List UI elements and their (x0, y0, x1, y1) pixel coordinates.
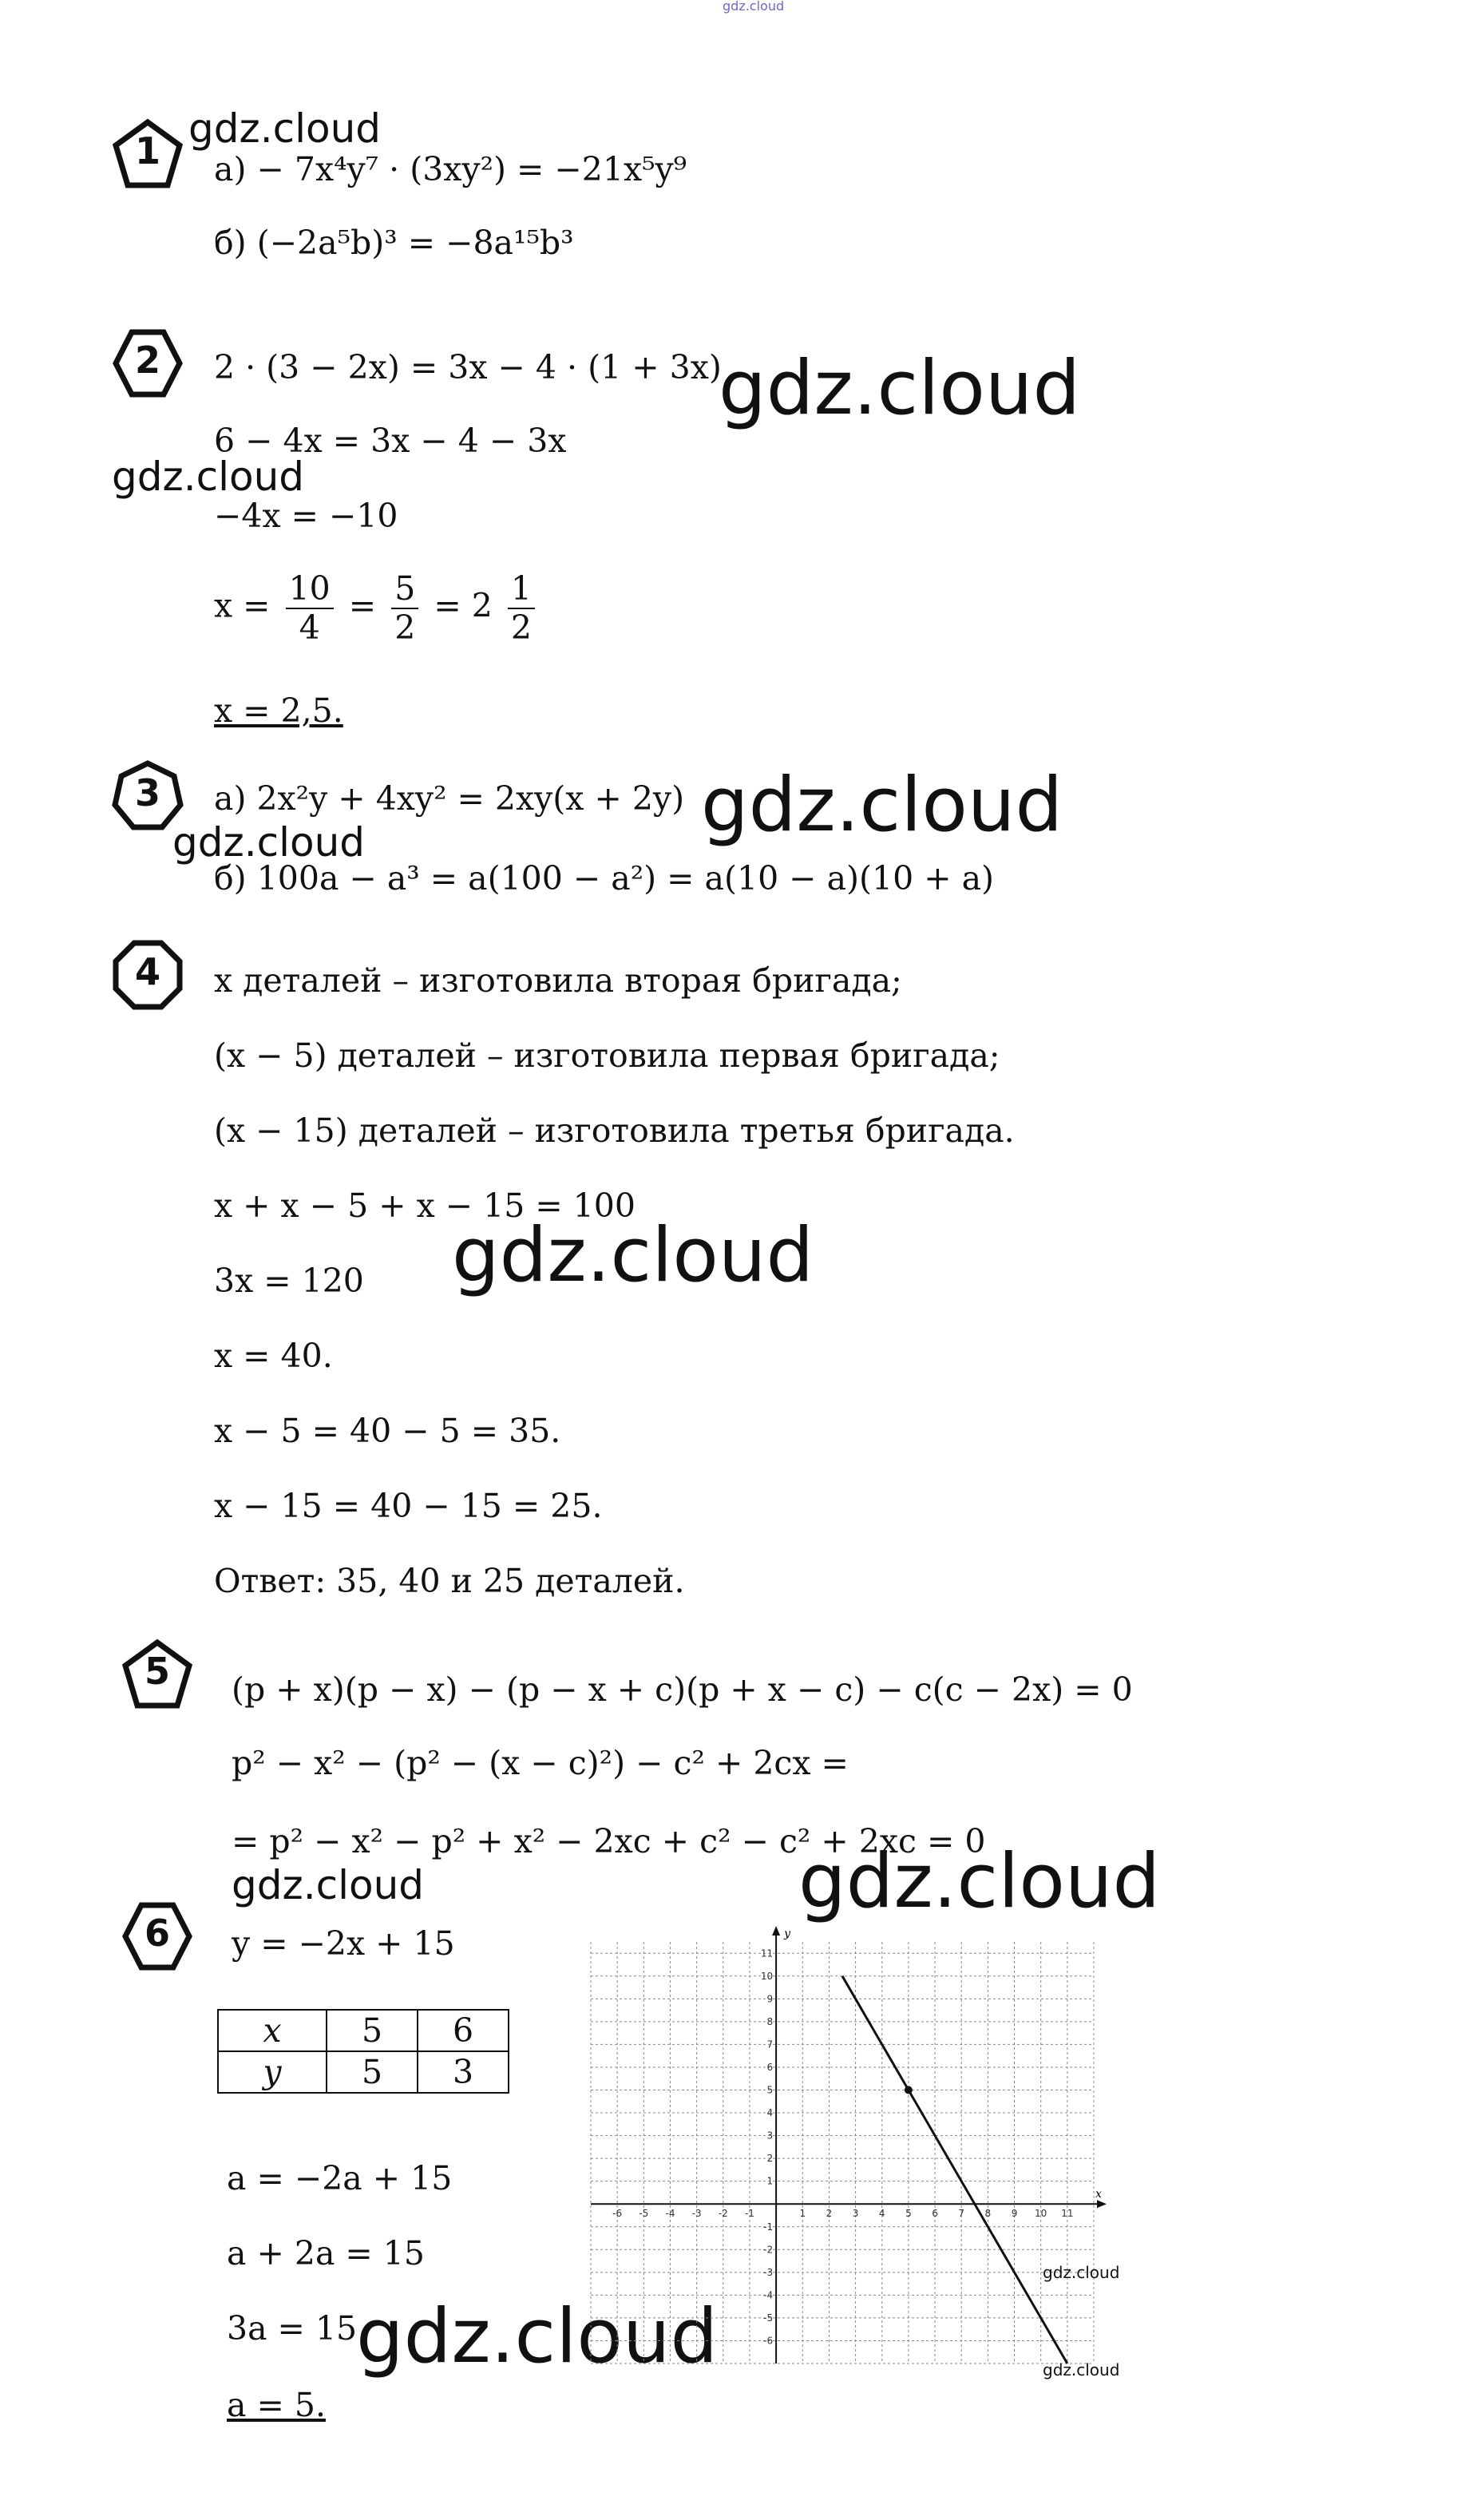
task-5-number: 5 (144, 1650, 170, 1693)
x-tick-label: 8 (984, 2208, 992, 2220)
y-tick-label: 5 (766, 2084, 774, 2096)
y-tick-label: 3 (766, 2130, 774, 2142)
watermark: gdz.cloud (1043, 2360, 1120, 2379)
table-cell: 5 (327, 2051, 418, 2093)
task-4-line-4: x + x − 5 + x − 15 = 100 (214, 1187, 636, 1225)
table-cell: x (218, 2010, 327, 2051)
y-tick-label: 1 (766, 2175, 774, 2187)
task-4-line-1: x деталей – изготовила вторая бригада; (214, 961, 902, 1000)
task-5-line-1: (p + x)(p − x) − (p − x + c)(p + x − c) − c(c − 2x) = 0 (232, 1670, 1133, 1709)
task-6-line-2: a = −2a + 15 (227, 2159, 453, 2197)
y-tick-label: -5 (763, 2312, 774, 2324)
x-tick-label: -1 (744, 2208, 754, 2220)
table-cell: 3 (418, 2051, 509, 2093)
task-6-badge (121, 1900, 193, 1972)
grid (591, 1942, 1094, 2363)
task-4-number: 4 (134, 950, 160, 993)
y-axis-arrow (772, 1926, 780, 1936)
fraction-5-2: $\frac{5}{2}$ (391, 570, 418, 647)
watermark: gdz.cloud (112, 454, 305, 500)
task-3-number: 3 (134, 771, 160, 814)
task-2-badge (112, 327, 184, 399)
table-cell: y (218, 2051, 327, 2093)
task-2-line-3: −4x = −10 (214, 497, 398, 535)
y-tick-label: 2 (766, 2153, 774, 2165)
watermark: gdz.cloud (798, 1838, 1161, 1925)
y-tick-label: 11 (760, 1947, 774, 1959)
task-4-badge (112, 939, 184, 1011)
task-5-badge (121, 1638, 193, 1710)
frac-eq-2: = 2 (434, 586, 493, 625)
x-tick-label: 2 (826, 2208, 833, 2220)
task-2-line-2: 6 − 4x = 3x − 4 − 3x (214, 422, 567, 460)
task-6-number: 6 (144, 1912, 170, 1955)
tick-labels (612, 1947, 1073, 2346)
task-2-fraction-line (214, 570, 540, 647)
watermark: gdz.cloud (356, 2293, 719, 2380)
series (842, 1976, 1067, 2363)
line-graph (583, 1924, 1110, 2379)
y-tick-label: 9 (766, 1993, 774, 2005)
task-6-line-4: 3a = 15 (227, 2309, 358, 2348)
frac-lhs: x = (214, 586, 271, 625)
y-tick-label: -1 (763, 2221, 774, 2233)
x-tick-label: 3 (852, 2208, 859, 2220)
x-axis-label: x (1095, 2188, 1102, 2201)
fraction-10-4: $\frac{10}{4}$ (286, 570, 334, 647)
task-2-number: 2 (134, 339, 160, 382)
y-tick-label: 6 (766, 2061, 774, 2073)
task-2-answer: x = 2,5. (214, 691, 343, 730)
task-5-line-2: p² − x² − (p² − (x − c)²) − c² + 2cx = (232, 1744, 849, 1782)
y-tick-label: -3 (763, 2266, 774, 2278)
task-1-line-2: б) (−2a⁵b)³ = −8a¹⁵b³ (214, 224, 574, 262)
task-4-line-2: (x − 5) деталей – изготовила первая бригада; (214, 1036, 1000, 1075)
header-watermark: gdz.cloud (723, 0, 785, 14)
y-axis-label: y (784, 1928, 791, 1940)
task-1-badge (112, 118, 184, 190)
y-tick-label: -2 (763, 2244, 774, 2256)
watermark: gdz.cloud (172, 819, 366, 866)
x-tick-label: 1 (799, 2208, 806, 2220)
watermark: gdz.cloud (719, 345, 1081, 432)
x-axis-arrow (1097, 2200, 1107, 2208)
x-tick-label: 11 (1061, 2208, 1074, 2220)
y-tick-label: 10 (760, 1970, 774, 1982)
x-tick-label: -5 (639, 2208, 649, 2220)
y-tick-label: -6 (763, 2335, 774, 2347)
watermark: gdz.cloud (188, 105, 382, 152)
task-4-line-7: x − 5 = 40 − 5 = 35. (214, 1412, 561, 1450)
y-tick-label: 8 (766, 2015, 774, 2027)
frac-eq-1: = (348, 586, 377, 625)
x-tick-label: 7 (958, 2208, 965, 2220)
y-tick-label: 4 (766, 2107, 774, 2119)
x-tick-label: 10 (1035, 2208, 1047, 2220)
x-tick-label: -3 (691, 2208, 702, 2220)
task-3-line-1: а) 2x²y + 4xy² = 2xy(x + 2y) (214, 779, 685, 818)
watermark: gdz.cloud (452, 1212, 814, 1299)
watermark: gdz.cloud (232, 1862, 425, 1908)
fraction-1-2: $\frac{1}{2}$ (508, 570, 535, 647)
xy-table (217, 2009, 509, 2094)
task-6-answer: a = 5. (227, 2386, 326, 2424)
table-cell: 6 (418, 2010, 509, 2051)
x-tick-label: 5 (905, 2208, 912, 2220)
task-1-line-1: а) − 7x⁴y⁷ · (3xy²) = −21x⁵y⁹ (214, 150, 687, 188)
x-tick-label: -4 (665, 2208, 675, 2220)
task-4-line-5: 3x = 120 (214, 1262, 364, 1300)
y-tick-label: -4 (763, 2289, 774, 2301)
task-4-line-8: x − 15 = 40 − 15 = 25. (214, 1487, 603, 1525)
task-6-line-3: a + 2a = 15 (227, 2234, 425, 2272)
x-tick-label: -2 (718, 2208, 728, 2220)
x-tick-label: 4 (878, 2208, 885, 2220)
task-4-line-6: x = 40. (214, 1337, 333, 1375)
y-tick-label: 7 (766, 2039, 774, 2050)
series-line (842, 1976, 1067, 2363)
x-tick-label: -6 (612, 2208, 623, 2220)
watermark: gdz.cloud (701, 762, 1063, 849)
table-row (218, 2051, 509, 2093)
task-6-line-1: y = −2x + 15 (232, 1924, 455, 1963)
watermark: gdz.cloud (1043, 2263, 1120, 2282)
x-tick-label: 9 (1011, 2208, 1018, 2220)
task-4-line-3: (x − 15) деталей – изготовила третья бригада. (214, 1111, 1015, 1150)
table-row (218, 2010, 509, 2051)
task-5-line-3: = p² − x² − p² + x² − 2xc + c² − c² + 2xc = 0 (232, 1822, 986, 1860)
task-3-line-2: б) 100a − a³ = a(100 − a²) = a(10 − a)(10 + a) (214, 859, 995, 897)
task-2-line-1: 2 · (3 − 2x) = 3x − 4 · (1 + 3x) (214, 348, 722, 386)
task-4-answer: Ответ: 35, 40 и 25 деталей. (214, 1562, 685, 1600)
table-cell: 5 (327, 2010, 418, 2051)
task-1-number: 1 (134, 129, 160, 172)
x-tick-label: 6 (932, 2208, 938, 2220)
data-point (905, 2086, 913, 2094)
